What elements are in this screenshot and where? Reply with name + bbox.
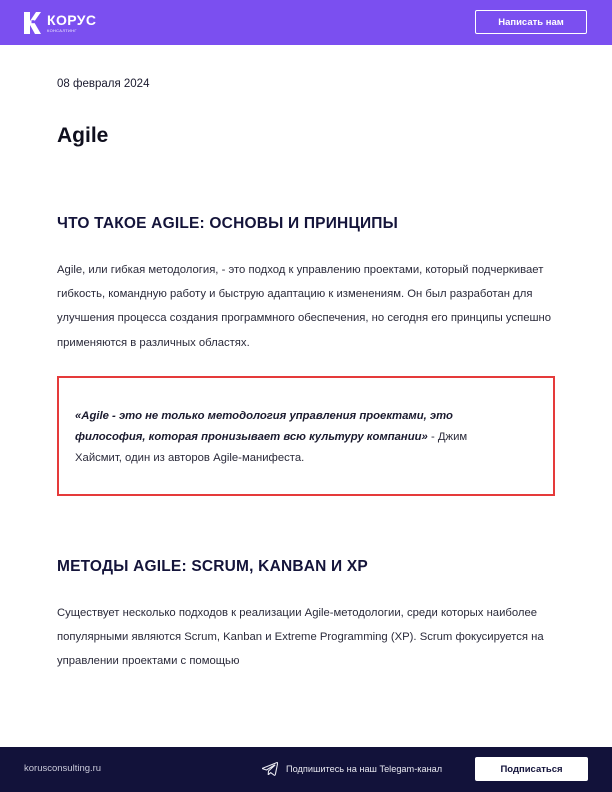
site-header: [0, 0, 612, 45]
section-heading-basics: ЧТО ТАКОЕ AGILE: ОСНОВЫ И ПРИНЦИПЫ: [57, 215, 399, 232]
site-link[interactable]: korusconsulting.ru: [24, 763, 102, 774]
telegram-subscribe-text[interactable]: Подпишитесь на наш Telegam-канал: [286, 764, 443, 774]
article-date: 08 февраля 2024: [57, 78, 150, 90]
section-paragraph-methods: Существует несколько подходов к реализации Agile-методологии, среди которых наиболее популярными являются Scrum, Kanban и Extreme Programming (XP). Scrum фокусируется на управлении проектами с помощью: [57, 607, 544, 668]
logo-text: [47, 13, 96, 33]
subscribe-button[interactable]: Подписаться: [475, 757, 588, 781]
site-footer: [0, 747, 612, 792]
korus-logo[interactable]: [22, 10, 96, 35]
quote-text: [75, 406, 515, 469]
telegram-icon[interactable]: [262, 762, 278, 776]
logo-subtitle: КОНСАЛТИНГ: [47, 27, 77, 33]
write-to-us-button[interactable]: Написать нам: [475, 10, 587, 34]
section-paragraph-basics: Agile, или гибкая методология, - это подход к управлению проектами, который подчеркивает гибкость, командную работу и быструю адаптацию к изменениям. Он был разработан для улучшения процесса создания программного обеспечения, но сегодня его принципы успешно применяются в различных областях.: [57, 264, 552, 349]
quote-callout: [57, 376, 555, 496]
section-heading-methods: МЕТОДЫ AGILE: SCRUM, KANBAN И XP: [57, 558, 368, 575]
logo-word: КОРУС: [47, 11, 97, 28]
korus-k-logo-icon: [22, 11, 42, 35]
quote-emphasis: «Agile - это не только методология управления проектами, это философия, которая пронизывает всю культуру компании»: [75, 410, 453, 443]
quote-attribution: - Джим Хайсмит, один из авторов Agile-манифеста.: [75, 431, 468, 464]
page-title: Agile: [57, 124, 109, 147]
